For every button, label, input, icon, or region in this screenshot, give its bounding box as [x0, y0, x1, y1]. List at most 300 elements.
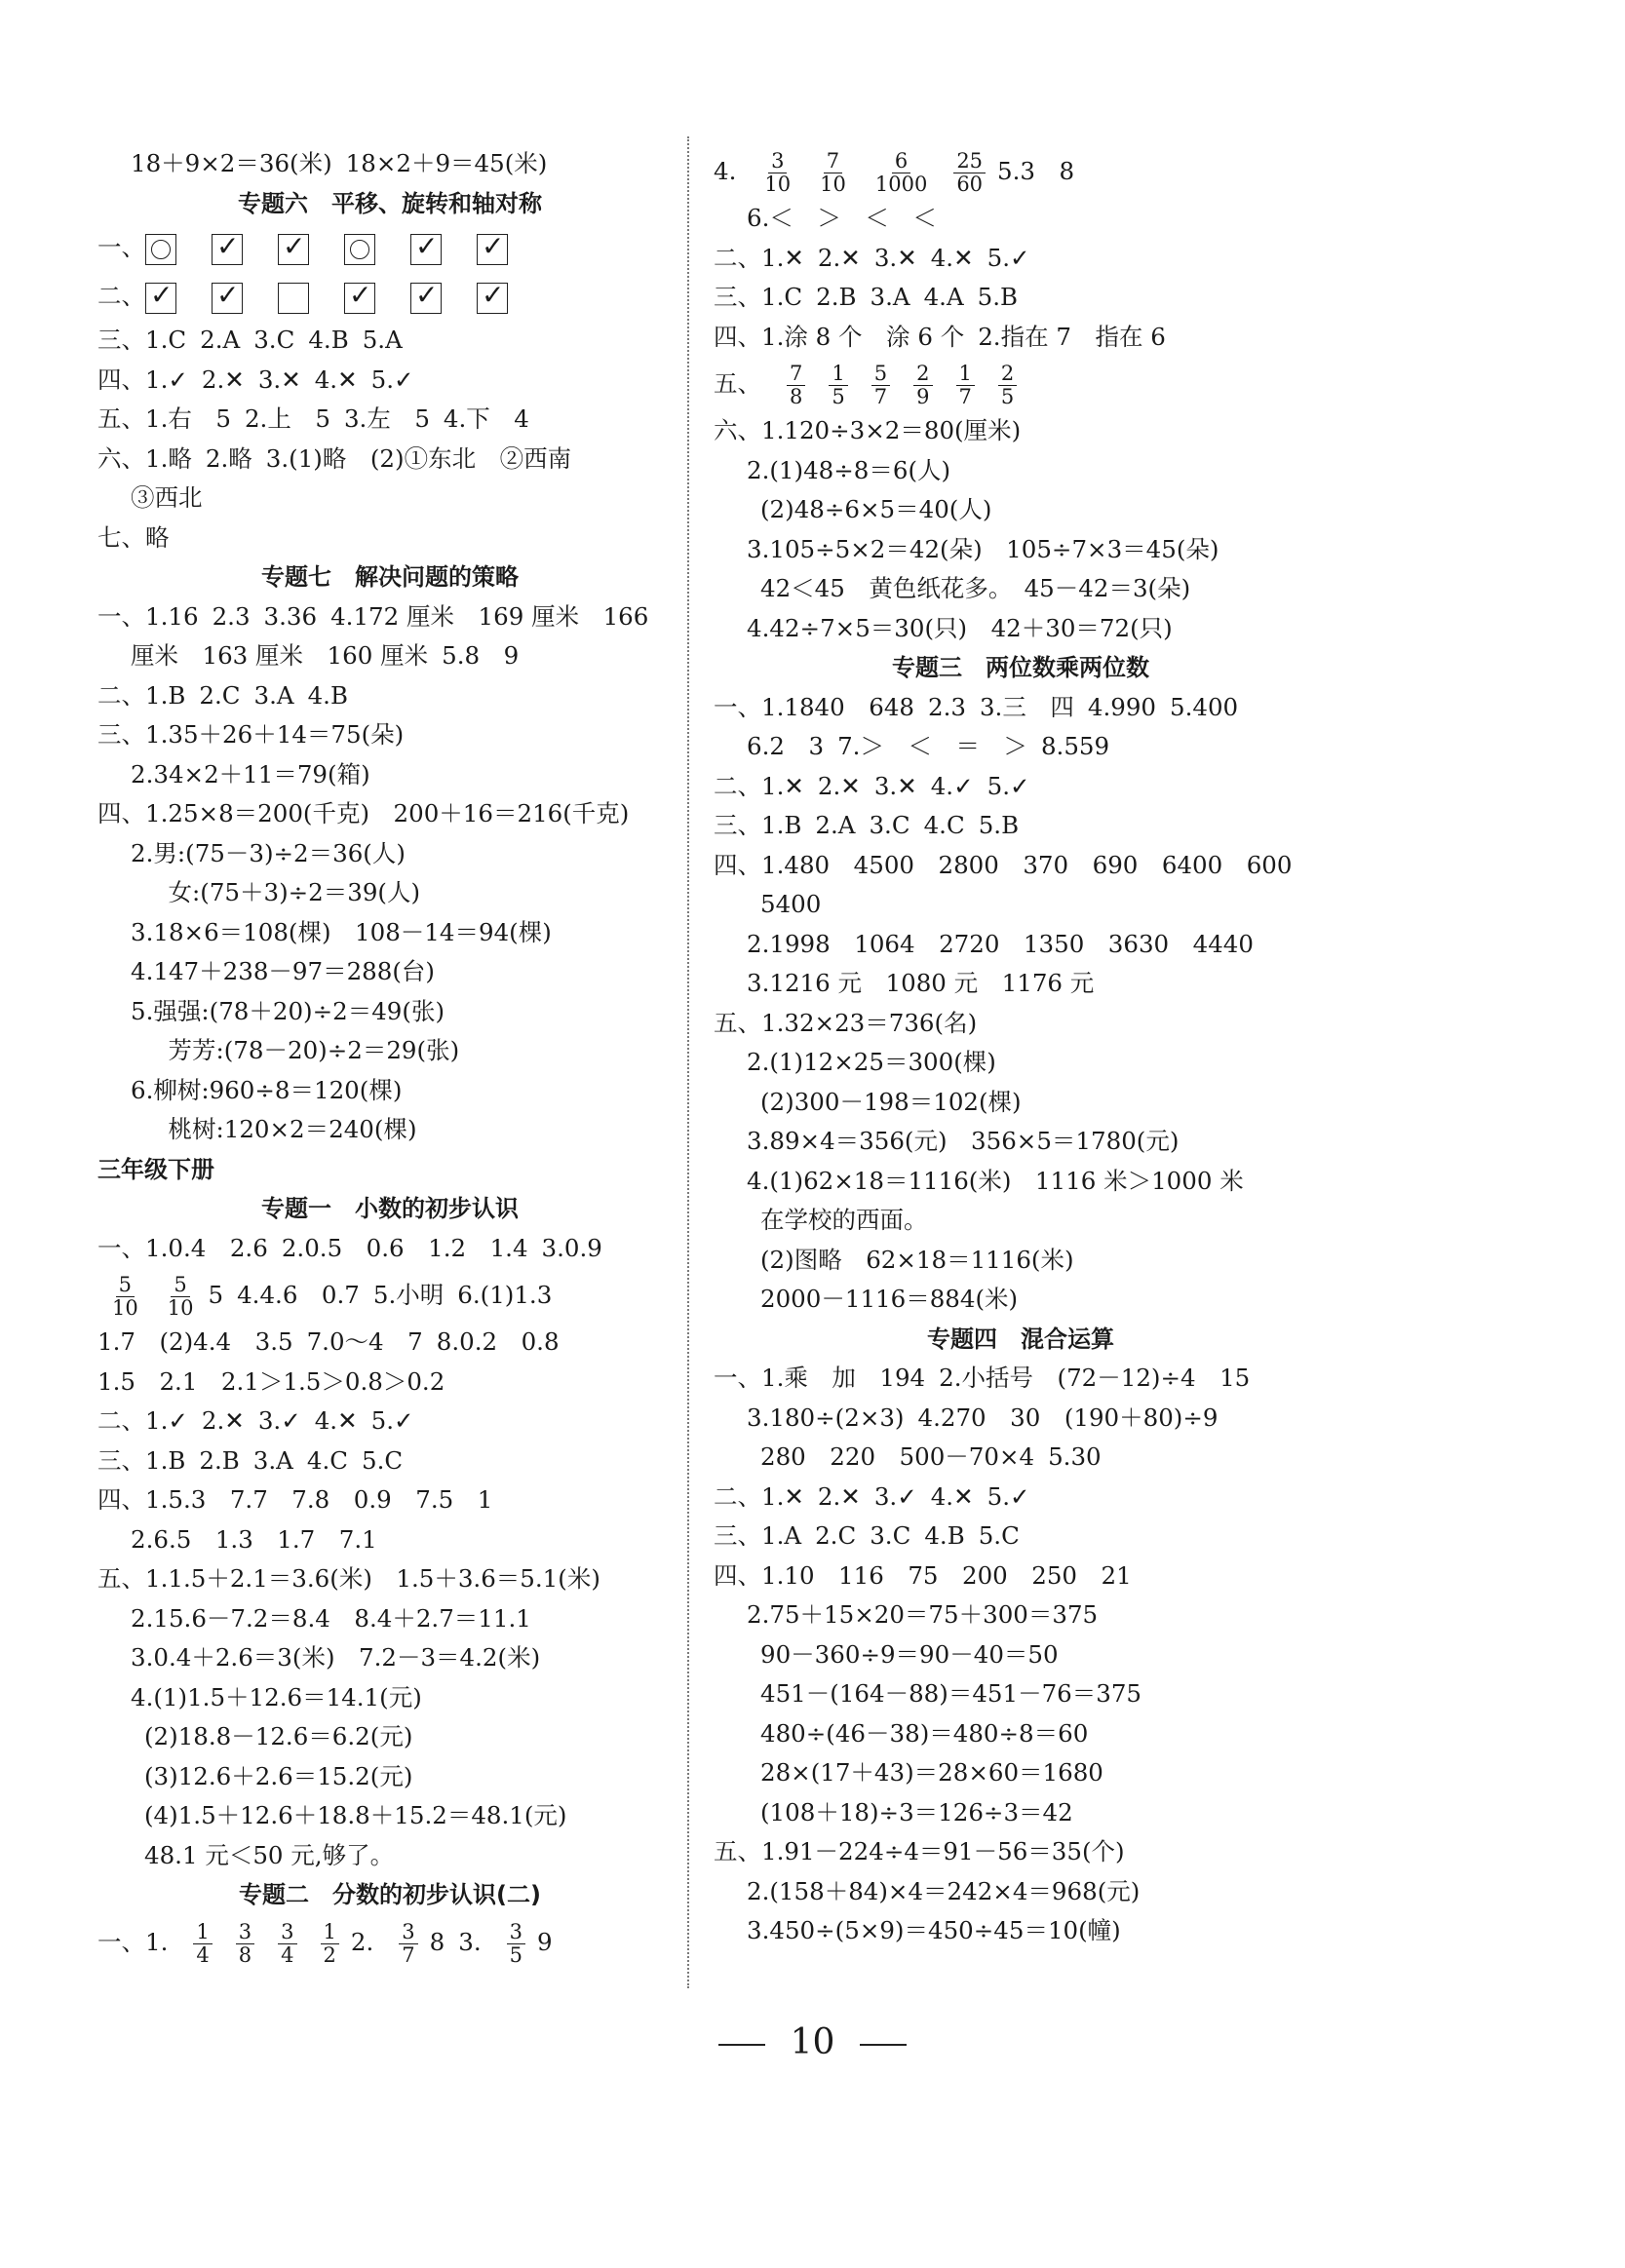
answer-line — [97, 1442, 682, 1481]
answer-line — [97, 1363, 682, 1403]
answer-segment: 2000－1116＝884(米) — [760, 1285, 1019, 1313]
answer-segment: 480÷(46－38)＝480÷8＝60 — [760, 1718, 1089, 1748]
answer-line — [97, 1757, 682, 1797]
fraction-numerator: 25 — [953, 150, 986, 173]
answer-line — [97, 519, 682, 558]
fraction — [953, 150, 986, 196]
answer-segment: 3.18×6＝108(棵) 108－14＝94(棵) — [131, 917, 552, 946]
part-label: 一、 — [97, 1233, 145, 1262]
fraction-denominator: 5 — [1000, 385, 1015, 408]
answer-line — [714, 318, 1328, 358]
part-label: 一、 — [714, 692, 761, 721]
circle-box-icon — [344, 234, 375, 265]
part-label: 四、 — [714, 1560, 761, 1590]
answer-line — [714, 1753, 1328, 1793]
answer-segment: 4.42÷7×5＝30(只) 42＋30＝72(只) — [747, 613, 1173, 642]
answer-segment: 1.C — [761, 283, 803, 311]
fraction-numerator: 5 — [871, 363, 890, 386]
answer-segment: 4.✓ — [930, 771, 974, 800]
answer-segment: 1.32×23＝736(名) — [761, 1008, 978, 1037]
answer-line — [97, 440, 682, 480]
answer-line — [97, 400, 682, 440]
answer-segment: 28×(17＋43)＝28×60＝1680 — [760, 1758, 1103, 1787]
answer-line — [97, 1796, 682, 1836]
fraction — [165, 1274, 197, 1320]
answer-line — [714, 1043, 1328, 1083]
answer-line — [714, 1714, 1328, 1754]
answer-segment: 略 — [145, 522, 170, 552]
section-heading: 专题一 小数的初步认识 — [261, 1195, 519, 1222]
fraction-line — [714, 144, 1328, 199]
fraction-denominator: 7 — [873, 385, 888, 408]
answer-line — [97, 1599, 682, 1639]
answer-segment: 5.✓ — [987, 1481, 1030, 1511]
answer-segment: 2.6.5 1.3 1.7 7.1 — [131, 1524, 377, 1554]
part-label: 二、 — [714, 1481, 761, 1511]
empty-box-icon — [278, 283, 309, 314]
answer-segment: 厘米 163 厘米 160 厘米 — [131, 641, 429, 670]
answer-segment: 2.0.5 0.6 1.2 1.4 — [281, 1233, 528, 1262]
answer-line — [97, 1717, 682, 1757]
answer-segment: 2.男:(75－3)÷2＝36(人) — [131, 838, 406, 867]
answer-segment: 2.15.6－7.2＝8.4 8.4＋2.7＝11.1 — [131, 1603, 531, 1633]
answer-line — [97, 873, 682, 913]
answer-text: 4. — [714, 157, 737, 185]
answer-segment: 桃树:120×2＝240(棵) — [144, 1115, 417, 1143]
answer-segment: 5.B — [978, 811, 1020, 839]
answer-text: 6.(1)1.3 — [457, 1281, 553, 1309]
answer-line — [714, 1201, 1328, 1241]
answer-line — [97, 755, 682, 795]
answer-line — [714, 964, 1328, 1004]
answer-box-row — [97, 272, 682, 321]
answer-line — [714, 1359, 1328, 1399]
fraction-numerator: 1 — [829, 363, 847, 386]
fraction-numerator: 3 — [507, 1921, 525, 1944]
fraction-denominator: 10 — [167, 1296, 194, 1320]
answer-line — [714, 1635, 1328, 1675]
fraction — [321, 1921, 339, 1967]
fraction-denominator: 60 — [956, 173, 984, 196]
fraction — [913, 363, 932, 408]
answer-segment: 2.✕ — [201, 365, 245, 394]
part-label: 二、 — [714, 771, 761, 800]
part-label: 六、 — [97, 443, 145, 473]
answer-segment: 3.A — [870, 283, 910, 311]
answer-segment: 451－(164－88)＝451－76＝375 — [760, 1679, 1142, 1708]
answer-segment: 4.990 — [1087, 692, 1156, 721]
fraction-numerator: 7 — [824, 150, 842, 173]
answer-segment: 280 220 500－70×4 — [760, 1442, 1035, 1471]
answer-segment: 2.B — [816, 283, 857, 311]
answer-text: 9 — [537, 1927, 553, 1956]
answer-segment: 4.B — [308, 326, 349, 354]
answer-segment: 4.270 30 (190＋80)÷9 — [917, 1403, 1219, 1432]
part-label: 四、 — [97, 799, 145, 827]
fraction-line — [714, 357, 1328, 411]
answer-line — [97, 1480, 682, 1520]
answer-segment: 4.C — [923, 811, 965, 839]
part-label: 七、 — [97, 522, 145, 552]
fraction-numerator: 2 — [998, 363, 1017, 386]
answer-segment: 5.C — [978, 1521, 1020, 1550]
answer-segment: 4.C — [306, 1445, 348, 1475]
answer-segment: 3.C — [869, 811, 910, 839]
check-box-icon — [410, 234, 442, 265]
answer-line — [97, 676, 682, 716]
section-heading: 专题七 解决问题的策略 — [261, 563, 519, 591]
fraction-denominator: 2 — [323, 1942, 336, 1967]
part-label: 五、 — [714, 1837, 761, 1865]
answer-segment: 4.B — [924, 1521, 965, 1550]
fraction-numerator: 1 — [956, 363, 975, 386]
answer-segment: 2.B — [199, 1445, 240, 1475]
answer-segment: 2.34×2＋11＝79(箱) — [131, 759, 370, 788]
answer-segment: (4)1.5＋12.6＋18.8＋15.2＝48.1(元) — [144, 1801, 567, 1829]
fraction — [872, 150, 930, 196]
part-label: 五、 — [714, 1008, 761, 1037]
answer-line — [97, 794, 682, 834]
answer-segment: 2.3 — [212, 601, 251, 631]
answer-segment: 3.(1)略 (2)①东北 ②西南 — [265, 443, 572, 473]
answer-segment: 1.涂 8 个 涂 6 个 — [761, 322, 965, 351]
fraction-denominator: 4 — [281, 1942, 294, 1967]
answer-segment: (2)48÷6×5＝40(人) — [760, 495, 992, 523]
answer-text: 5.3 8 — [997, 157, 1075, 185]
answer-segment: 2.上 5 — [244, 404, 330, 433]
answer-segment: 1.右 5 — [145, 404, 231, 433]
answer-line — [714, 1162, 1328, 1202]
fraction-numerator: 3 — [768, 150, 787, 173]
answer-segment: 3.105÷5×2＝42(朵) 105÷7×3＝45(朵) — [747, 534, 1219, 563]
answer-segment: 1.1.5＋2.1＝3.6(米) 1.5＋3.6＝5.1(米) — [145, 1564, 600, 1593]
answer-line — [97, 144, 682, 184]
fraction — [829, 363, 847, 408]
page-number-footer — [0, 2022, 1625, 2062]
answer-segment: 5400 — [760, 890, 822, 918]
answer-segment: 1.91－224÷4＝91－56＝35(个) — [761, 1837, 1125, 1865]
left-dash — [718, 2044, 765, 2046]
fraction-numerator: 2 — [913, 363, 932, 386]
answer-segment: 芳芳:(78－20)÷2＝29(张) — [144, 1036, 460, 1064]
check-box-icon — [410, 283, 442, 314]
answer-text: 五、 — [714, 369, 761, 398]
fraction-denominator: 8 — [238, 1942, 252, 1967]
answer-segment: 2.A — [815, 811, 856, 839]
answer-line — [714, 925, 1328, 965]
answer-segment: 4.B — [307, 680, 348, 710]
fraction-numerator: 5 — [171, 1274, 189, 1297]
answer-line — [714, 1793, 1328, 1833]
answer-segment: 1.✕ — [761, 771, 804, 800]
answer-segment: 3.1216 元 1080 元 1176 元 — [747, 969, 1095, 997]
circle-box-icon — [145, 234, 176, 265]
answer-segment: 3.A — [252, 1445, 293, 1475]
answer-segment: 1.35＋26＋14＝75(朵) — [145, 720, 405, 749]
answer-line — [714, 1241, 1328, 1281]
answer-segment: 18＋9×2＝36(米) — [131, 149, 332, 177]
answer-line — [97, 1402, 682, 1442]
answer-segment: 3.✕ — [873, 243, 917, 272]
fraction-denominator: 1000 — [874, 173, 928, 196]
answer-text: 5 — [208, 1281, 224, 1309]
answer-line — [97, 1559, 682, 1599]
part-label: 三、 — [97, 720, 145, 749]
section-heading: 专题四 混合运算 — [927, 1325, 1114, 1353]
fraction — [761, 150, 793, 196]
answer-line — [714, 1832, 1328, 1872]
fraction — [787, 363, 805, 408]
answer-line — [97, 913, 682, 953]
answer-segment: 5.8 9 — [442, 641, 520, 670]
answer-line — [97, 361, 682, 401]
check-box-icon — [145, 283, 176, 314]
answer-box-row — [97, 223, 682, 272]
answer-segment: 7.0～4 7 — [306, 1327, 423, 1356]
answer-segment: 3.0.4＋2.6＝3(米) 7.2－3＝4.2(米) — [131, 1643, 541, 1672]
part-label: 三、 — [97, 1445, 145, 1475]
fraction — [109, 1274, 141, 1320]
fraction-numerator: 3 — [399, 1921, 417, 1944]
answer-line — [714, 199, 1328, 239]
answer-segment: 2.A — [200, 326, 241, 354]
part-label: 三、 — [714, 811, 761, 839]
answer-line — [714, 1122, 1328, 1162]
answer-line — [97, 1031, 682, 1071]
answer-line — [97, 1110, 682, 1150]
answer-segment: 4.172 厘米 169 厘米 166 — [330, 601, 649, 631]
answer-segment: 4.✕ — [930, 1481, 974, 1511]
answer-segment: 4.(1)62×18＝1116(米) 1116 米＞1000 米 — [747, 1166, 1244, 1195]
part-label: 二、 — [97, 680, 145, 710]
answer-line — [97, 715, 682, 755]
right-column — [714, 144, 1328, 1951]
answer-segment: 1.5 2.1 2.1＞1.5＞0.8＞0.2 — [97, 1366, 445, 1396]
answer-segment: 1.0.4 2.6 — [145, 1233, 268, 1262]
answer-segment: 3.450÷(5×9)＝450÷45＝10(幢) — [747, 1916, 1121, 1944]
answer-segment: 5.✓ — [370, 1406, 414, 1435]
fraction — [956, 363, 975, 408]
fraction — [399, 1921, 417, 1967]
fraction-denominator: 10 — [764, 173, 792, 196]
answer-line — [97, 321, 682, 361]
answer-line — [97, 1836, 682, 1876]
fraction-line — [97, 1268, 682, 1323]
answer-line — [714, 1674, 1328, 1714]
answer-segment: 1.10 116 75 200 250 21 — [761, 1560, 1132, 1590]
answer-segment: 48.1 元＜50 元,够了。 — [144, 1840, 395, 1869]
answer-line — [97, 636, 682, 676]
answer-segment: 1.16 — [145, 601, 199, 631]
answer-segment: 8.559 — [1040, 732, 1110, 760]
answer-segment: 2.C — [199, 680, 241, 710]
answer-line — [97, 1638, 682, 1678]
part-label: 四、 — [714, 850, 761, 879]
answer-segment: 1.A — [761, 1521, 802, 1550]
answer-segment: 2.✕ — [201, 1406, 245, 1435]
answer-segment: 3.✓ — [873, 1481, 917, 1511]
answer-line — [97, 1323, 682, 1363]
answer-text: 3. — [458, 1927, 482, 1956]
right-dash — [860, 2044, 907, 2046]
answer-line — [714, 885, 1328, 925]
left-column — [97, 144, 682, 1970]
answer-segment: 2.✕ — [817, 243, 861, 272]
answer-line — [714, 1280, 1328, 1320]
page-number: 10 — [790, 2022, 835, 2062]
answer-segment: 3.0.9 — [541, 1233, 602, 1262]
answer-segment: 4.下 4 — [443, 404, 529, 433]
part-label: 四、 — [714, 322, 761, 351]
answer-line — [714, 1595, 1328, 1635]
part-label: 四、 — [97, 1485, 145, 1514]
fraction — [278, 1921, 296, 1967]
answer-segment: 1.✕ — [761, 243, 804, 272]
fraction — [817, 150, 849, 196]
part-label: 三、 — [97, 326, 145, 354]
answer-segment: 1.25×8＝200(千克) 200＋16＝216(千克) — [145, 799, 630, 827]
answer-segment: 6.2 3 — [747, 732, 825, 760]
answer-line — [714, 1438, 1328, 1478]
fraction-denominator: 4 — [196, 1942, 210, 1967]
part-label: 二、 — [97, 282, 145, 310]
section-heading: 专题三 两位数乘两位数 — [892, 654, 1149, 681]
answer-line — [714, 1478, 1328, 1518]
fraction — [236, 1921, 254, 1967]
answer-line — [714, 451, 1328, 491]
answer-segment: 90－360÷9＝90－40＝50 — [760, 1639, 1059, 1669]
answer-line — [714, 411, 1328, 451]
answer-segment: 1.480 4500 2800 370 690 6400 600 — [761, 850, 1293, 879]
answer-line — [97, 1229, 682, 1269]
answer-segment: 2.3 — [928, 692, 966, 721]
check-box-icon — [212, 234, 243, 265]
answer-line — [714, 767, 1328, 807]
answer-segment: 1.120÷3×2＝80(厘米) — [761, 416, 1022, 444]
answer-segment: 1.✓ — [145, 365, 188, 394]
part-label: 四、 — [97, 365, 145, 394]
answer-segment: 5.400 — [1170, 692, 1239, 721]
answer-segment: 1.✕ — [761, 1481, 804, 1511]
answer-segment: 5.强强:(78＋20)÷2＝49(张) — [131, 996, 445, 1025]
grade-heading: 三年级下册 — [97, 1155, 214, 1183]
fraction-line — [97, 1915, 682, 1970]
fraction-numerator: 5 — [116, 1274, 135, 1297]
answer-segment: 8.0.2 0.8 — [436, 1327, 560, 1356]
answer-line — [714, 846, 1328, 886]
answer-segment: 1.B — [761, 811, 802, 839]
check-box-icon — [477, 283, 508, 314]
part-label: 五、 — [97, 1564, 145, 1593]
answer-segment: 3.✓ — [257, 1406, 301, 1435]
answer-segment: 2.小括号 (72－12)÷4 15 — [939, 1364, 1251, 1392]
answer-segment: 1.略 — [145, 443, 192, 473]
check-box-icon — [212, 283, 243, 314]
part-label: 二、 — [97, 1406, 145, 1435]
answer-line — [97, 992, 682, 1032]
part-label: 三、 — [714, 283, 761, 311]
answer-segment: 2.✕ — [817, 1481, 861, 1511]
fraction-numerator: 7 — [787, 363, 805, 386]
answer-segment: 4.A — [923, 283, 964, 311]
column-divider — [687, 136, 689, 1988]
answer-line — [97, 952, 682, 992]
answer-text: 5.小明 — [372, 1281, 445, 1309]
answer-segment: 3.左 5 — [343, 404, 430, 433]
answer-line — [714, 490, 1328, 530]
answer-line — [97, 479, 682, 519]
answer-text: 4.4.6 0.7 — [237, 1281, 360, 1309]
answer-segment: 18×2＋9＝45(米) — [345, 149, 548, 177]
answer-segment: 3.36 — [263, 601, 318, 631]
answer-segment: 女:(75＋3)÷2＝39(人) — [144, 878, 421, 906]
fraction — [998, 363, 1017, 408]
answer-line — [97, 1071, 682, 1111]
fraction — [507, 1921, 525, 1967]
check-box-icon — [278, 234, 309, 265]
fraction-denominator: 9 — [916, 385, 930, 408]
answer-line — [714, 1557, 1328, 1596]
answer-segment: 在学校的西面。 — [760, 1206, 928, 1234]
answer-segment: 3.C — [870, 1521, 911, 1550]
answer-segment: 42＜45 黄色纸花多。 45－42＝3(朵) — [760, 574, 1191, 602]
answer-segment: 6.＜ ＞ ＜ ＜ — [747, 204, 937, 232]
answer-segment: 2.(1)48÷8＝6(人) — [747, 455, 951, 484]
fraction-denominator: 10 — [112, 1296, 138, 1320]
answer-segment: 3.180÷(2×3) — [747, 1403, 905, 1432]
fraction-denominator: 10 — [820, 173, 846, 196]
answer-segment: (3)12.6＋2.6＝15.2(元) — [144, 1761, 413, 1790]
answer-line — [714, 530, 1328, 570]
answer-segment: 2.(158＋84)×4＝242×4＝968(元) — [747, 1876, 1141, 1905]
answer-segment: 3.✕ — [257, 365, 301, 394]
section-heading: 专题六 平移、旋转和轴对称 — [238, 189, 542, 217]
answer-segment: 3.A — [253, 680, 294, 710]
answer-segment: 1.5.3 7.7 7.8 0.9 7.5 1 — [145, 1485, 493, 1514]
answer-segment: 2.略 — [205, 443, 252, 473]
answer-line — [714, 1911, 1328, 1951]
answer-segment: 3.C — [253, 326, 295, 354]
part-label: 一、 — [97, 233, 145, 261]
answer-segment: (2)图略 62×18＝1116(米) — [760, 1245, 1074, 1274]
fraction-numerator: 1 — [321, 1921, 339, 1944]
fraction-denominator: 7 — [402, 1942, 415, 1967]
answer-segment: 2.✕ — [817, 771, 861, 800]
answer-line — [714, 1872, 1328, 1912]
answer-line — [97, 1520, 682, 1560]
answer-line — [714, 1083, 1328, 1123]
answer-segment: 3.✕ — [873, 771, 917, 800]
answer-segment: 5.✓ — [987, 771, 1030, 800]
answer-segment: (108＋18)÷3＝126÷3＝42 — [760, 1797, 1073, 1826]
answer-segment: 1.✓ — [145, 1406, 188, 1435]
check-box-icon — [477, 234, 508, 265]
answer-line — [97, 597, 682, 637]
answer-segment: 6.柳树:960÷8＝120(棵) — [131, 1075, 403, 1104]
fraction-denominator: 5 — [509, 1942, 523, 1967]
answer-line — [714, 609, 1328, 649]
answer-segment: 1.B — [145, 680, 186, 710]
fraction — [871, 363, 890, 408]
answer-segment: 5.B — [977, 283, 1019, 311]
answer-line — [714, 569, 1328, 609]
answer-segment: 7.＞ ＜ ＝ ＞ — [837, 732, 1027, 760]
part-label: 三、 — [714, 1521, 761, 1550]
answer-segment: 1.B — [145, 1445, 186, 1475]
answer-segment: 1.乘 加 194 — [761, 1364, 926, 1392]
answer-line — [714, 727, 1328, 767]
fraction-denominator: 7 — [958, 385, 972, 408]
